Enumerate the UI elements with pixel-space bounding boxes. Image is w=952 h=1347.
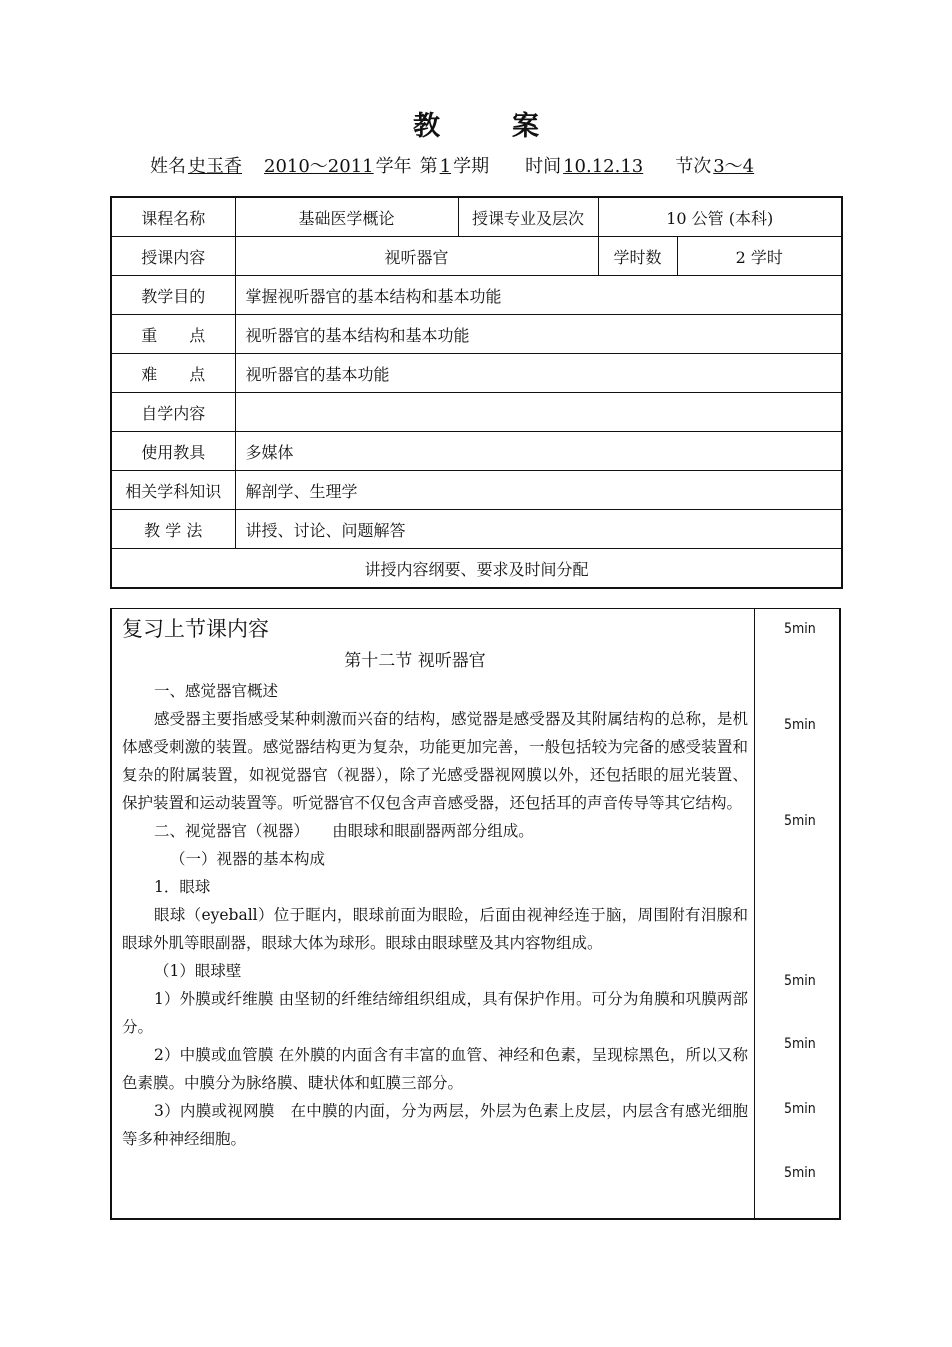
self-study-label: 自学内容 [111,393,235,432]
key-point-value: 视听器官的基本结构和基本功能 [235,315,842,354]
paragraph-sense-organs: 感受器主要指感受某种刺激而兴奋的结构，感觉器是感受器及其附属结构的总称，是机体感受刺激的装置。感觉器结构更为复杂，功能更加完善，一般包括较为完备的感受装置和复杂的附属装置，如视觉器官（视器），除了光感受器视网膜以外，还包括眼的屈光装置、保护装置和运动装置等。听觉器官不仅包含声音感受器，还包括耳的声音传导等其它结构。 [122,710,748,812]
year-label: 学年 [375,156,412,177]
title-char-left: 教 [413,111,440,142]
review-heading: 复习上节课内容 [122,617,269,641]
term-prefix: 第 [419,156,438,177]
paragraph-inner-layer: 3）内膜或视网膜 在中膜的内面，分为两层，外层为色素上皮层，内层含有感光细胞等多种神经细胞。 [122,1102,748,1148]
academic-year: 2010～2011 [264,156,374,177]
major-label: 授课专业及层次 [458,197,598,237]
self-study-value [235,393,842,432]
paragraph-outer-layer: 1）外膜或纤维膜 由坚韧的纤维结缔组织组成，具有保护作用。可分为角膜和巩膜两部分。 [122,990,748,1036]
heading-basic-structure: （一）视器的基本构成 [170,850,326,868]
content-label: 授课内容 [111,237,235,276]
time-allocation: 5min [784,717,816,733]
course-label: 课程名称 [111,197,235,237]
time-allocation: 5min [784,1165,816,1181]
time-column-divider [754,609,755,1218]
heading-eyeball-wall: （1）眼球壁 [154,962,242,980]
term-label: 学期 [453,156,490,177]
time-allocation: 5min [784,1036,816,1052]
section-title: 第十二节 视听器官 [344,651,486,671]
teaching-tools-label: 使用教具 [111,432,235,471]
teacher-name: 史玉香 [188,156,242,177]
outline-heading: 讲授内容纲要、要求及时间分配 [111,549,842,589]
paragraph-eyeball: 眼球（eyeball）位于眶内，眼球前面为眼睑，后面由视神经连于脑，周围附有泪腺和眼球外肌等眼副器，眼球大体为球形。眼球由眼球壁及其内容物组成。 [122,906,748,952]
header-info-line [150,152,756,178]
hours-label: 学时数 [598,237,677,276]
class-period: 3～4 [713,156,755,177]
teaching-method-value: 讲授、讨论、问题解答 [235,510,842,549]
term-number: 1 [439,156,452,177]
lecture-text [122,615,748,1153]
content-value: 视听器官 [235,237,598,276]
major-value: 10 公管 (本科) [598,197,842,237]
related-subjects-value: 解剖学、生理学 [235,471,842,510]
lecture-content-box [110,608,841,1220]
lesson-meta-table [110,196,843,589]
paragraph-middle-layer: 2）中膜或血管膜 在外膜的内面含有丰富的血管、神经和色素，呈现棕黑色，所以又称色素膜。中膜分为脉络膜、睫状体和虹膜三部分。 [122,1046,748,1092]
heading-visual-organ: 二、视觉器官（视器） 由眼球和眼副器两部分组成。 [154,822,534,840]
time-allocation: 5min [784,813,816,829]
title-char-right: 案 [512,111,539,142]
hours-value: 2 学时 [677,237,842,276]
period-label: 节次 [675,156,712,177]
difficulty-label: 难 点 [111,354,235,393]
key-point-label: 重 点 [111,315,235,354]
heading-eyeball: 1．眼球 [154,878,211,896]
goal-label: 教学目的 [111,276,235,315]
teaching-method-label: 教 学 法 [111,510,235,549]
time-allocation: 5min [784,621,816,637]
course-value: 基础医学概论 [235,197,458,237]
name-label: 姓名 [150,156,186,177]
time-label: 时间 [525,156,562,177]
teaching-tools-value: 多媒体 [235,432,842,471]
related-subjects-label: 相关学科知识 [111,471,235,510]
time-allocation: 5min [784,973,816,989]
difficulty-value: 视听器官的基本功能 [235,354,842,393]
class-date: 10.12.13 [563,156,644,177]
page-title [0,104,952,143]
goal-value: 掌握视听器官的基本结构和基本功能 [235,276,842,315]
time-allocation: 5min [784,1101,816,1117]
heading-sense-organs: 一、感觉器官概述 [154,682,279,700]
